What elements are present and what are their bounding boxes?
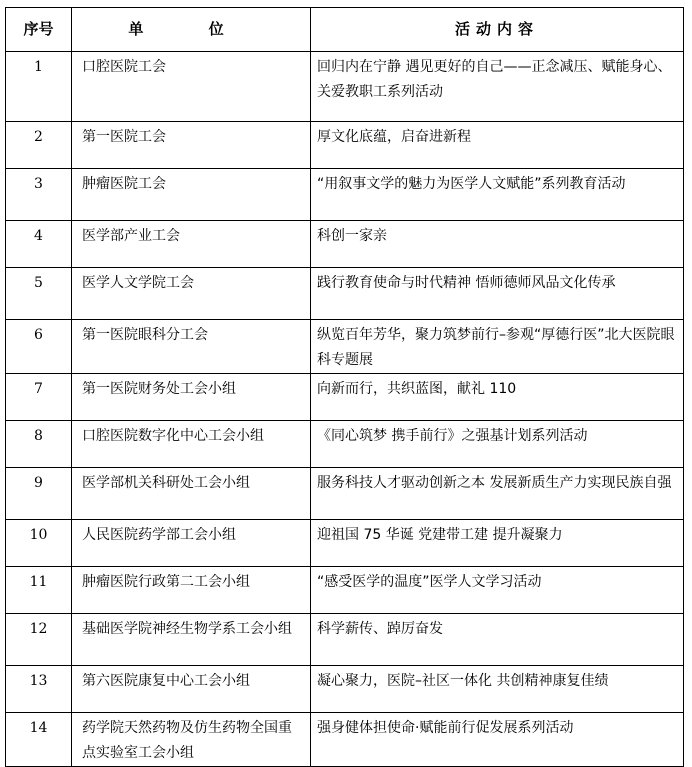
row-number: 12 [6, 614, 72, 666]
row-number: 2 [6, 122, 72, 169]
row-number: 6 [6, 320, 72, 374]
row-unit: 肿瘤医院行政第二工会小组 [72, 567, 311, 614]
row-unit: 基础医学院神经生物学系工会小组 [72, 614, 311, 666]
row-number: 14 [6, 713, 72, 767]
table-row [6, 52, 684, 122]
activity-table [5, 7, 684, 767]
table-row [6, 169, 684, 221]
row-activity: “感受医学的温度”医学人文学习活动 [311, 567, 684, 614]
table-row [6, 567, 684, 614]
row-unit: 医学部产业工会 [72, 221, 311, 268]
header-seq: 序号 [6, 8, 72, 52]
header-unit: 单 位 [72, 8, 311, 52]
row-activity: 厚文化底蕴，启奋进新程 [311, 122, 684, 169]
row-number: 7 [6, 374, 72, 421]
row-activity: “用叙事文学的魅力为医学人文赋能”系列教育活动 [311, 169, 684, 221]
table-row [6, 320, 684, 374]
row-number: 9 [6, 468, 72, 520]
row-activity: 《同心筑梦 携手前行》之强基计划系列活动 [311, 421, 684, 468]
row-unit: 口腔医院工会 [72, 52, 311, 122]
table-row [6, 122, 684, 169]
row-activity: 服务科技人才驱动创新之本 发展新质生产力实现民族自强 [311, 468, 684, 520]
row-unit: 第一医院工会 [72, 122, 311, 169]
row-activity: 科学薪传、踔厉奋发 [311, 614, 684, 666]
table-row [6, 268, 684, 320]
row-unit: 医学部机关科研处工会小组 [72, 468, 311, 520]
table-row [6, 421, 684, 468]
row-number: 11 [6, 567, 72, 614]
table-row [6, 666, 684, 713]
row-activity: 科创一家亲 [311, 221, 684, 268]
header-activity: 活动内容 [311, 8, 684, 52]
row-number: 3 [6, 169, 72, 221]
table-row [6, 520, 684, 567]
row-activity: 向新而行，共织蓝图，献礼 110 [311, 374, 684, 421]
table-header-row [6, 8, 684, 52]
row-activity: 凝心聚力，医院–社区一体化 共创精神康复佳绩 [311, 666, 684, 713]
row-unit: 第六医院康复中心工会小组 [72, 666, 311, 713]
row-number: 10 [6, 520, 72, 567]
row-activity: 强身健体担使命·赋能前行促发展系列活动 [311, 713, 684, 767]
table-row [6, 614, 684, 666]
row-unit: 肿瘤医院工会 [72, 169, 311, 221]
table-row [6, 374, 684, 421]
table-row [6, 468, 684, 520]
row-activity: 践行教育使命与时代精神 悟师德师风品文化传承 [311, 268, 684, 320]
row-unit: 医学人文学院工会 [72, 268, 311, 320]
table-row [6, 221, 684, 268]
row-unit: 口腔医院数字化中心工会小组 [72, 421, 311, 468]
row-unit: 人民医院药学部工会小组 [72, 520, 311, 567]
row-number: 8 [6, 421, 72, 468]
row-unit: 药学院天然药物及仿生药物全国重点实验室工会小组 [72, 713, 311, 767]
row-number: 1 [6, 52, 72, 122]
row-activity: 回归内在宁静 遇见更好的自己——正念减压、赋能身心、关爱教职工系列活动 [311, 52, 684, 122]
row-number: 4 [6, 221, 72, 268]
row-unit: 第一医院眼科分工会 [72, 320, 311, 374]
row-activity: 迎祖国 75 华诞 党建带工建 提升凝聚力 [311, 520, 684, 567]
row-unit: 第一医院财务处工会小组 [72, 374, 311, 421]
row-number: 5 [6, 268, 72, 320]
row-activity: 纵览百年芳华，聚力筑梦前行–参观“厚德行医”北大医院眼科专题展 [311, 320, 684, 374]
row-number: 13 [6, 666, 72, 713]
table-row [6, 713, 684, 767]
